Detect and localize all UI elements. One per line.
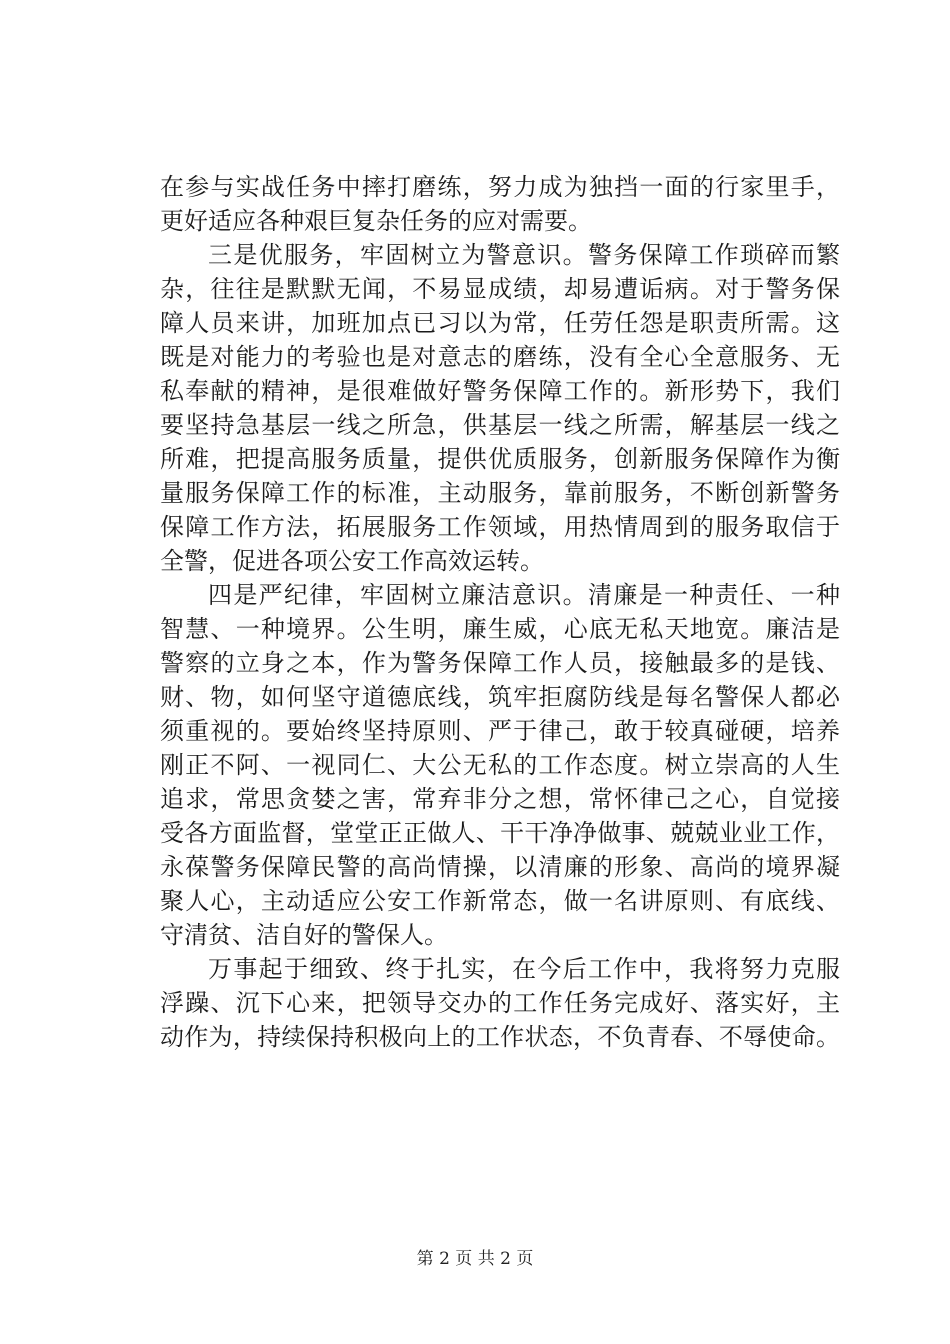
document-body [160,170,840,1054]
text-line: 聚人心，主动适应公安工作新常态，做一名讲原则、有底线、 [160,887,840,915]
text-line: 须重视的。要始终坚持原则、严于律己，敢于较真碰硬，培养 [160,717,840,745]
text-line: 更好适应各种艰巨复杂任务的应对需要。 [160,207,592,235]
text-line: 既是对能力的考验也是对意志的磨练，没有全心全意服务、无 [160,343,840,371]
text-line: 四是严纪律，牢固树立廉洁意识。清廉是一种责任、一种 [208,581,840,609]
text-line: 智慧、一种境界。公生明，廉生威，心底无私天地宽。廉洁是 [160,615,840,643]
text-line: 在参与实战任务中摔打磨练，努力成为独挡一面的行家里手， [160,173,840,201]
text-line: 守清贫、洁自好的警保人。 [160,921,448,949]
text-line: 三是优服务，牢固树立为警意识。警务保障工作琐碎而繁 [208,241,840,269]
text-line: 永葆警务保障民警的高尚情操，以清廉的形象、高尚的境界凝 [160,853,840,881]
text-line: 保障工作方法，拓展服务工作领域，用热情周到的服务取信于 [160,513,840,541]
text-line: 杂，往往是默默无闻，不易显成绩，却易遭诟病。对于警务保 [160,275,840,303]
text-line: 财、物，如何坚守道德底线，筑牢拒腐防线是每名警保人都必 [160,683,840,711]
text-line: 万事起于细致、终于扎实，在今后工作中，我将努力克服 [208,955,840,983]
text-line: 全警，促进各项公安工作高效运转。 [160,547,544,575]
text-line: 障人员来讲，加班加点已习以为常，任劳任怨是职责所需。这 [160,309,840,337]
text-line: 动作为，持续保持积极向上的工作状态，不负青春、不辱使命。 [160,1023,840,1051]
text-line: 要坚持急基层一线之所急，供基层一线之所需，解基层一线之 [160,411,840,439]
text-line: 刚正不阿、一视同仁、大公无私的工作态度。树立崇高的人生 [160,751,840,779]
text-line: 浮躁、沉下心来，把领导交办的工作任务完成好、落实好，主 [160,989,840,1017]
text-line: 追求，常思贪婪之害，常弃非分之想，常怀律己之心，自觉接 [160,785,840,813]
text-line: 量服务保障工作的标准，主动服务，靠前服务，不断创新警务 [160,479,840,507]
text-line: 受各方面监督，堂堂正正做人、干干净净做事、兢兢业业工作， [160,819,840,847]
page-footer: 第 2 页 共 2 页 [416,1249,534,1269]
text-line: 私奉献的精神，是很难做好警务保障工作的。新形势下，我们 [160,377,840,405]
text-line: 警察的立身之本，作为警务保障工作人员，接触最多的是钱、 [160,649,840,677]
text-line: 所难，把提高服务质量，提供优质服务，创新服务保障作为衡 [160,445,840,473]
